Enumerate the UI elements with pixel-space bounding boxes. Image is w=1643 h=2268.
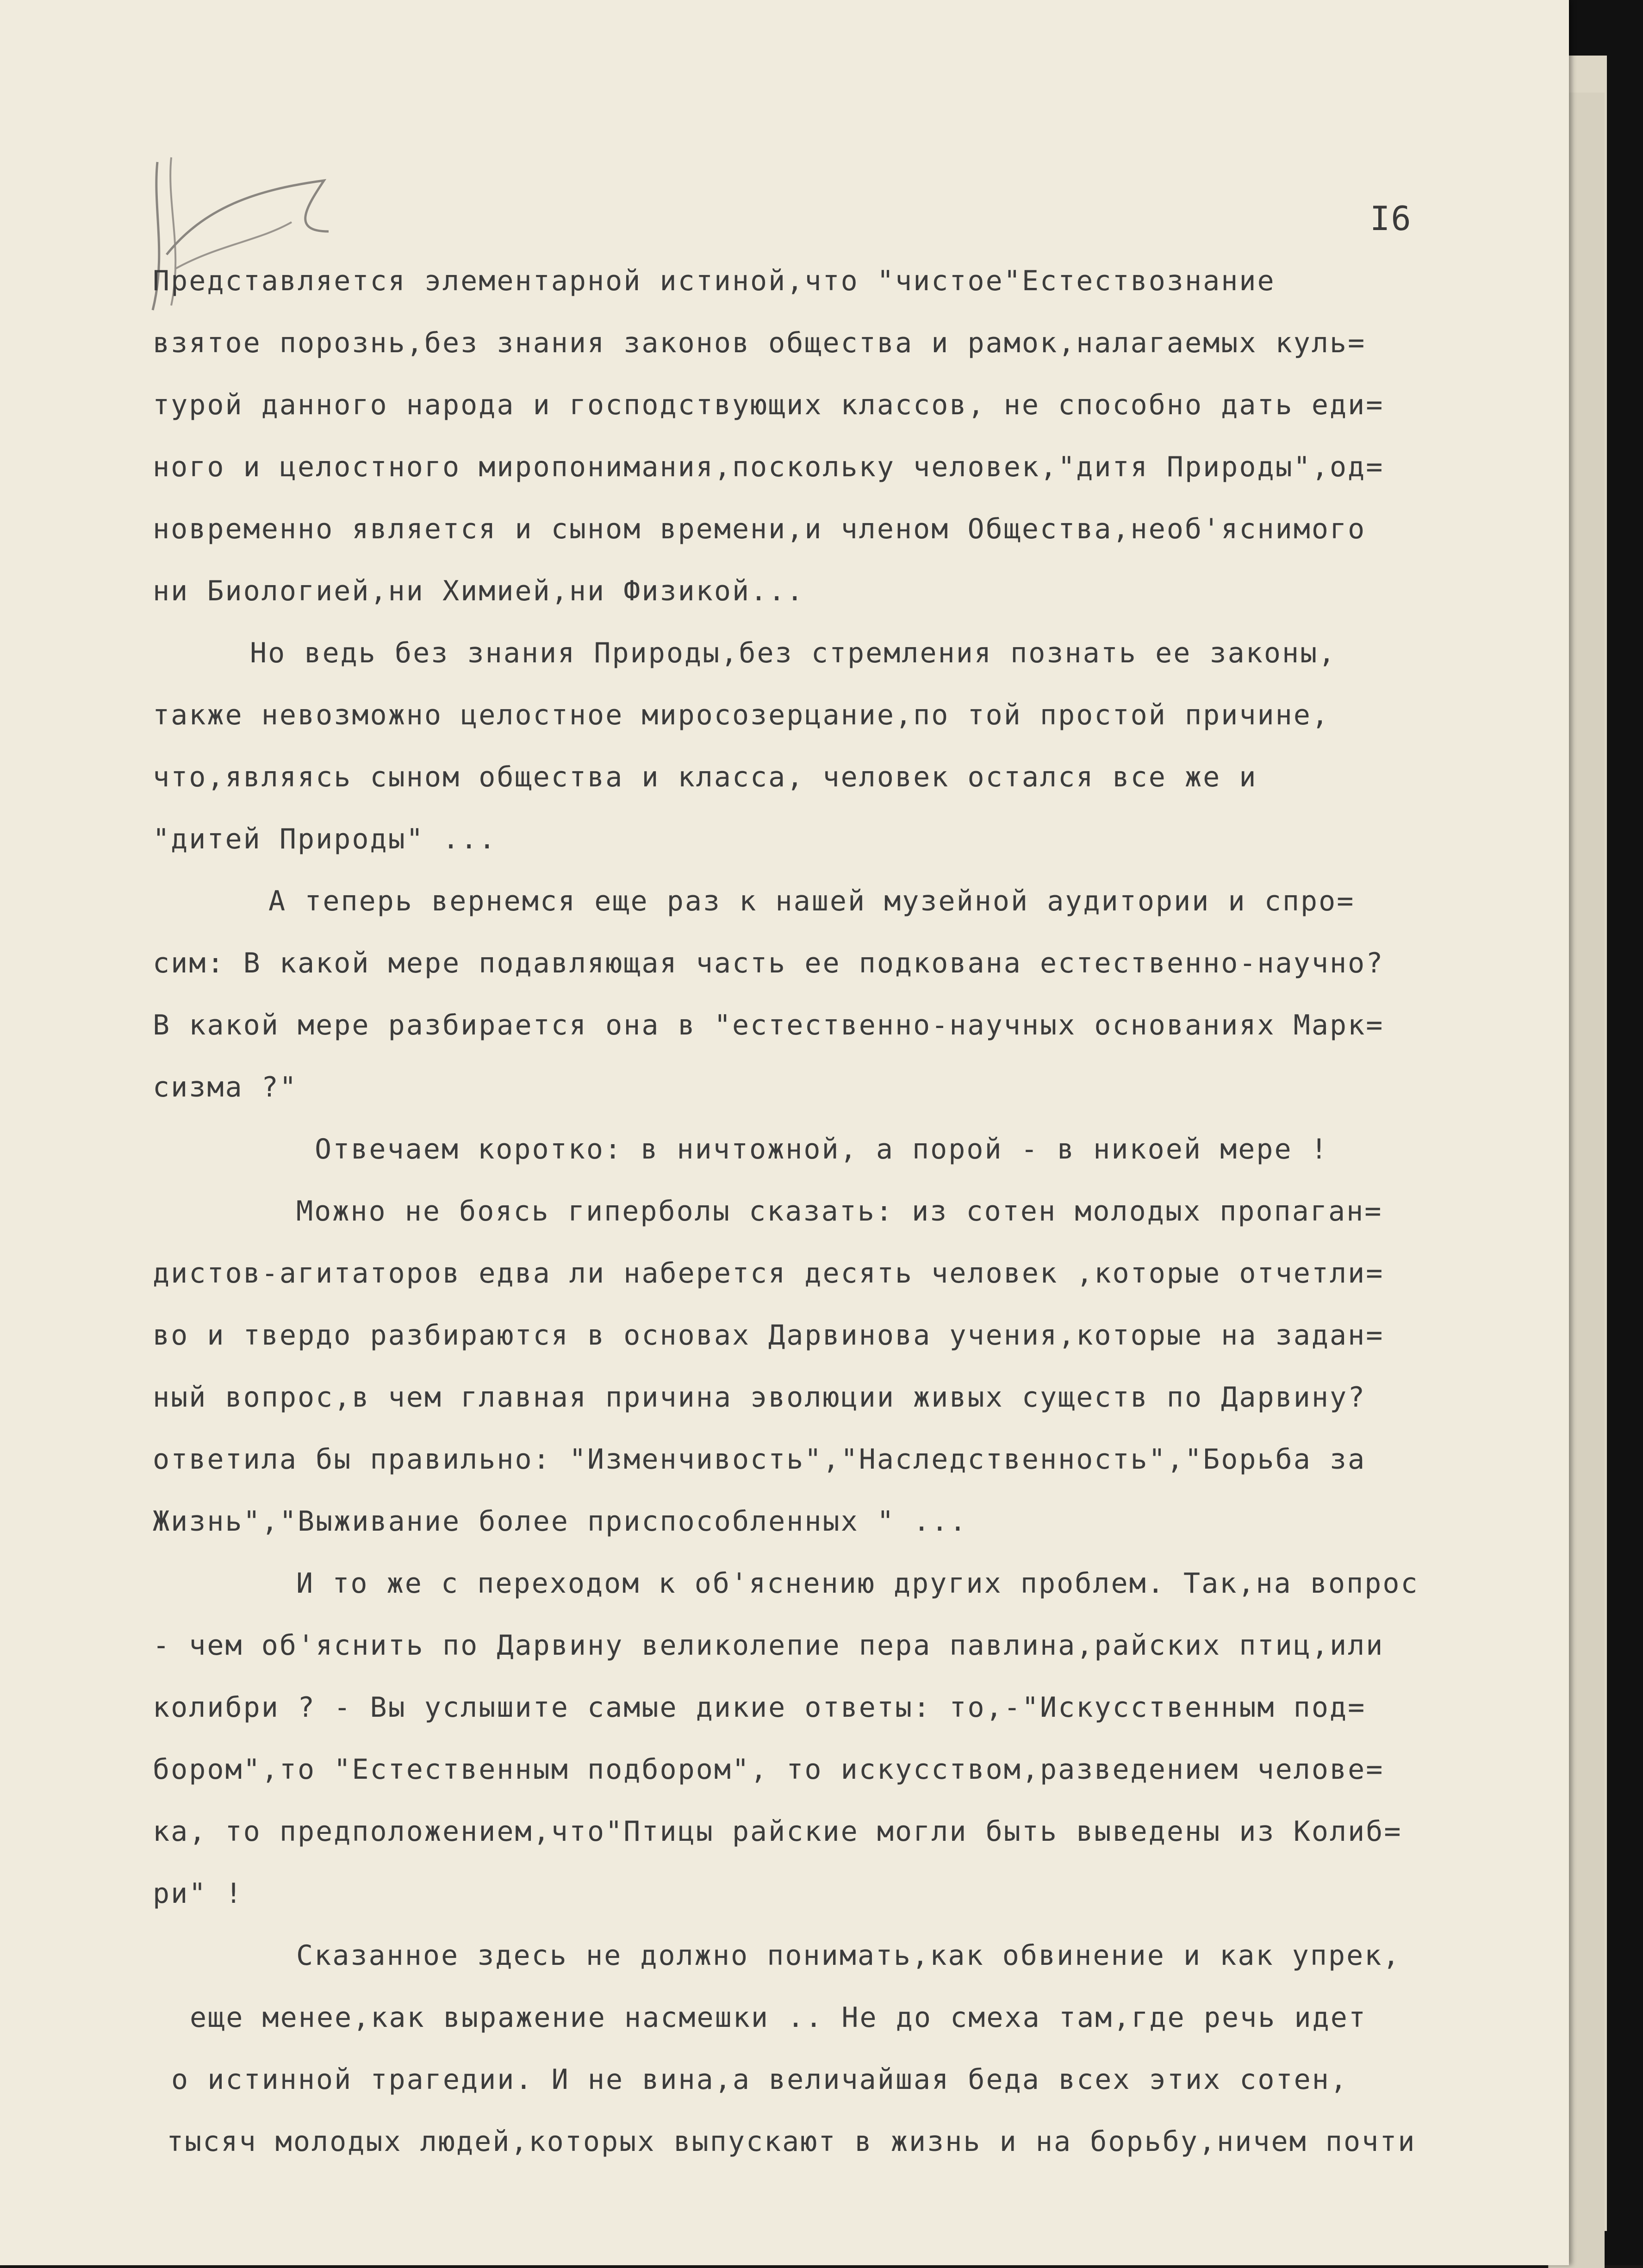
page-number: I6 [1370,199,1412,238]
text-line: И то же с переходом к об'яснению других проблем. Так,на вопрос [296,1567,1419,1600]
text-line: Но ведь без знания Природы,без стремления познать ее законы, [250,637,1337,669]
text-line: еще менее,как выражение насмешки .. Не до смеха там,где речь идет [190,2001,1367,2034]
text-line: ный вопрос,в чем главная причина эволюции живых существ по Дарвину? [153,1381,1366,1414]
text-line: ка, то предположением,что"Птицы райские могли быть выведены из Колиб= [153,1815,1402,1848]
text-line: взятое порознь,без знания законов общества и рамок,налагаемых куль= [153,327,1366,359]
text-line: А теперь вернемся еще раз к нашей музейной аудитории и спро= [268,885,1355,917]
text-line: новременно является и сыном времени,и членом Общества,необ'яснимого [153,513,1366,545]
text-line: В какой мере разбирается она в "естественно-научных основаниях Марк= [153,1009,1384,1041]
text-line: Сказанное здесь не должно понимать,как обвинение и как упрек, [296,1939,1401,1972]
text-line: сизма ?" [153,1071,298,1103]
text-line: о истинной трагедии. И не вина,а величайшая беда всех этих сотен, [171,2063,1348,2096]
text-line: тысяч молодых людей,которых выпускают в жизнь и на борьбу,ничем почти [167,2125,1416,2158]
text-line: Жизнь","Выживание более приспособленных " ... [153,1505,968,1538]
text-line: - чем об'яснить по Дарвину великолепие пера павлина,райских птиц,или [153,1629,1384,1662]
text-line: колибри ? - Вы услышите самые дикие ответы: то,-"Искусственным под= [153,1691,1366,1724]
text-line: Можно не боясь гиперболы сказать: из сотен молодых пропаган= [296,1195,1383,1227]
document-body [153,250,1541,2173]
text-line: также невозможно целостное миросозерцание,по той простой причине, [153,699,1330,731]
text-line: во и твердо разбираются в основах Дарвинова учения,которые на задан= [153,1319,1384,1352]
text-line: ри" ! [153,1877,243,1910]
text-line: "дитей Природы" ... [153,823,497,855]
text-line: ного и целостного миропонимания,поскольку человек,"дитя Природы",од= [153,451,1384,483]
text-line: Отвечаем коротко: в ничтожной, а порой - в никоей мере ! [315,1133,1329,1165]
text-line: что,являясь сыном общества и класса, человек остался все же и [153,761,1257,793]
text-line: Представляется элементарной истиной,что "чистое"Естествознание [153,265,1276,297]
text-line: турой данного народа и господствующих классов, не способно дать еди= [153,389,1384,421]
text-line: бором",то "Естественным подбором", то искусством,разведением челове= [153,1753,1384,1786]
text-line: сим: В какой мере подавляющая часть ее подкована естественно-научно? [153,947,1384,979]
text-line: ответила бы правильно: "Изменчивость","Наследственность","Борьба за [153,1443,1366,1476]
text-line: дистов-агитаторов едва ли наберется десять человек ,которые отчетли= [153,1257,1384,1290]
text-line: ни Биологией,ни Химией,ни Физикой... [153,575,805,607]
